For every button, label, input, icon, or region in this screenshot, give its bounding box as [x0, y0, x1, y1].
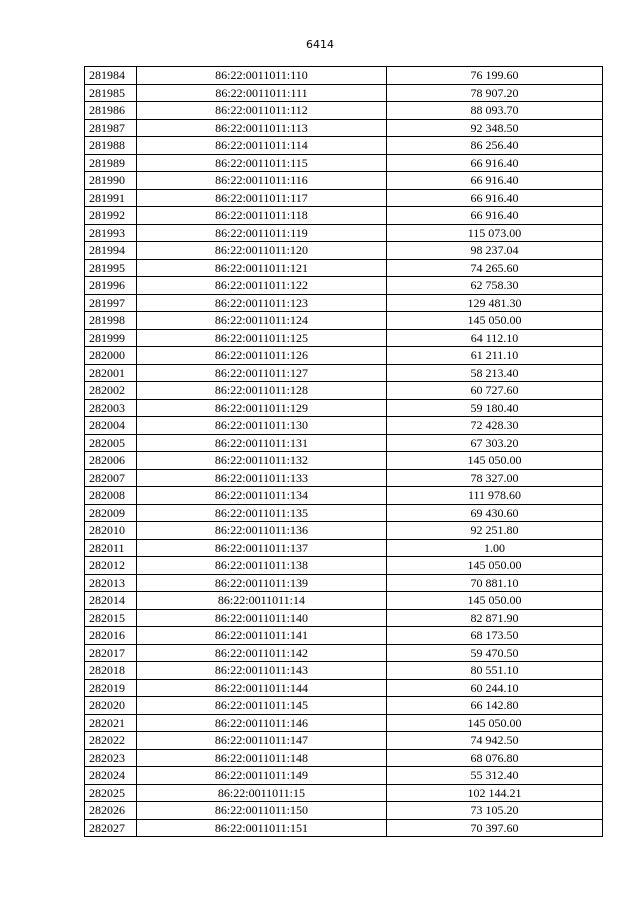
- row-number-cell: 281996: [85, 277, 137, 295]
- cadastral-value-cell: 88 093.70: [386, 102, 602, 120]
- row-number-cell: 282010: [85, 522, 137, 540]
- row-number-cell: 281989: [85, 154, 137, 172]
- row-number-cell: 282021: [85, 714, 137, 732]
- cadastral-number-cell: 86:22:0011011:113: [136, 119, 386, 137]
- table-row: [85, 119, 603, 137]
- row-number-cell: 281993: [85, 224, 137, 242]
- cadastral-value-cell: 145 050.00: [386, 557, 602, 575]
- table-row: [85, 452, 603, 470]
- row-number-cell: 282005: [85, 434, 137, 452]
- cadastral-number-cell: 86:22:0011011:141: [136, 627, 386, 645]
- cadastral-number-cell: 86:22:0011011:129: [136, 399, 386, 417]
- table-row: [85, 819, 603, 837]
- row-number-cell: 282006: [85, 452, 137, 470]
- table-row: [85, 399, 603, 417]
- table-row: [85, 189, 603, 207]
- cadastral-value-cell: 66 916.40: [386, 154, 602, 172]
- row-number-cell: 282000: [85, 347, 137, 365]
- row-number-cell: 282015: [85, 609, 137, 627]
- cadastral-number-cell: 86:22:0011011:148: [136, 749, 386, 767]
- cadastral-value-cell: 66 916.40: [386, 189, 602, 207]
- cadastral-number-cell: 86:22:0011011:142: [136, 644, 386, 662]
- cadastral-value-cell: 129 481.30: [386, 294, 602, 312]
- cadastral-value-cell: 67 303.20: [386, 434, 602, 452]
- cadastral-number-cell: 86:22:0011011:115: [136, 154, 386, 172]
- cadastral-value-table: [84, 66, 603, 837]
- cadastral-number-cell: 86:22:0011011:14: [136, 592, 386, 610]
- row-number-cell: 281987: [85, 119, 137, 137]
- cadastral-number-cell: 86:22:0011011:138: [136, 557, 386, 575]
- cadastral-number-cell: 86:22:0011011:117: [136, 189, 386, 207]
- table-row: [85, 784, 603, 802]
- row-number-cell: 281998: [85, 312, 137, 330]
- cadastral-number-cell: 86:22:0011011:128: [136, 382, 386, 400]
- row-number-cell: 282013: [85, 574, 137, 592]
- cadastral-value-cell: 69 430.60: [386, 504, 602, 522]
- cadastral-value-cell: 115 073.00: [386, 224, 602, 242]
- row-number-cell: 281986: [85, 102, 137, 120]
- cadastral-value-cell: 78 907.20: [386, 84, 602, 102]
- cadastral-value-cell: 59 180.40: [386, 399, 602, 417]
- page-number: 6414: [306, 38, 334, 51]
- cadastral-number-cell: 86:22:0011011:132: [136, 452, 386, 470]
- table-body: [85, 67, 603, 837]
- cadastral-value-cell: 66 916.40: [386, 172, 602, 190]
- cadastral-number-cell: 86:22:0011011:144: [136, 679, 386, 697]
- cadastral-number-cell: 86:22:0011011:111: [136, 84, 386, 102]
- table-row: [85, 172, 603, 190]
- cadastral-number-cell: 86:22:0011011:131: [136, 434, 386, 452]
- table-row: [85, 749, 603, 767]
- cadastral-number-cell: 86:22:0011011:127: [136, 364, 386, 382]
- cadastral-value-cell: 68 076.80: [386, 749, 602, 767]
- cadastral-value-cell: 102 144.21: [386, 784, 602, 802]
- cadastral-number-cell: 86:22:0011011:150: [136, 802, 386, 820]
- cadastral-value-cell: 92 348.50: [386, 119, 602, 137]
- cadastral-value-cell: 61 211.10: [386, 347, 602, 365]
- table-row: [85, 382, 603, 400]
- row-number-cell: 282026: [85, 802, 137, 820]
- cadastral-number-cell: 86:22:0011011:130: [136, 417, 386, 435]
- cadastral-number-cell: 86:22:0011011:121: [136, 259, 386, 277]
- cadastral-number-cell: 86:22:0011011:134: [136, 487, 386, 505]
- row-number-cell: 282027: [85, 819, 137, 837]
- row-number-cell: 281999: [85, 329, 137, 347]
- cadastral-number-cell: 86:22:0011011:116: [136, 172, 386, 190]
- cadastral-number-cell: 86:22:0011011:122: [136, 277, 386, 295]
- table-row: [85, 329, 603, 347]
- cadastral-value-cell: 66 142.80: [386, 697, 602, 715]
- row-number-cell: 282012: [85, 557, 137, 575]
- table-row: [85, 364, 603, 382]
- table-row: [85, 347, 603, 365]
- cadastral-number-cell: 86:22:0011011:123: [136, 294, 386, 312]
- row-number-cell: 282008: [85, 487, 137, 505]
- row-number-cell: 282018: [85, 662, 137, 680]
- cadastral-number-cell: 86:22:0011011:118: [136, 207, 386, 225]
- row-number-cell: 282016: [85, 627, 137, 645]
- cadastral-value-cell: 59 470.50: [386, 644, 602, 662]
- cadastral-value-cell: 58 213.40: [386, 364, 602, 382]
- cadastral-number-cell: 86:22:0011011:114: [136, 137, 386, 155]
- table-row: [85, 102, 603, 120]
- table-row: [85, 224, 603, 242]
- row-number-cell: 281988: [85, 137, 137, 155]
- row-number-cell: 281985: [85, 84, 137, 102]
- cadastral-value-cell: 86 256.40: [386, 137, 602, 155]
- table-row: [85, 487, 603, 505]
- row-number-cell: 282023: [85, 749, 137, 767]
- table-row: [85, 504, 603, 522]
- cadastral-number-cell: 86:22:0011011:124: [136, 312, 386, 330]
- row-number-cell: 282014: [85, 592, 137, 610]
- row-number-cell: 282019: [85, 679, 137, 697]
- row-number-cell: 282001: [85, 364, 137, 382]
- table-row: [85, 627, 603, 645]
- row-number-cell: 282004: [85, 417, 137, 435]
- row-number-cell: 282002: [85, 382, 137, 400]
- cadastral-value-cell: 68 173.50: [386, 627, 602, 645]
- cadastral-value-cell: 74 942.50: [386, 732, 602, 750]
- cadastral-value-cell: 145 050.00: [386, 312, 602, 330]
- row-number-cell: 281997: [85, 294, 137, 312]
- row-number-cell: 282011: [85, 539, 137, 557]
- cadastral-number-cell: 86:22:0011011:136: [136, 522, 386, 540]
- table-row: [85, 697, 603, 715]
- row-number-cell: 282025: [85, 784, 137, 802]
- table-row: [85, 522, 603, 540]
- table-row: [85, 469, 603, 487]
- row-number-cell: 282024: [85, 767, 137, 785]
- cadastral-value-cell: 66 916.40: [386, 207, 602, 225]
- table-row: [85, 154, 603, 172]
- row-number-cell: 282020: [85, 697, 137, 715]
- table-row: [85, 714, 603, 732]
- table-row: [85, 84, 603, 102]
- cadastral-number-cell: 86:22:0011011:15: [136, 784, 386, 802]
- cadastral-value-cell: 76 199.60: [386, 67, 602, 85]
- cadastral-number-cell: 86:22:0011011:147: [136, 732, 386, 750]
- cadastral-value-cell: 78 327.00: [386, 469, 602, 487]
- cadastral-number-cell: 86:22:0011011:145: [136, 697, 386, 715]
- table-row: [85, 609, 603, 627]
- cadastral-value-cell: 92 251.80: [386, 522, 602, 540]
- table-row: [85, 557, 603, 575]
- cadastral-number-cell: 86:22:0011011:143: [136, 662, 386, 680]
- row-number-cell: 282007: [85, 469, 137, 487]
- row-number-cell: 282003: [85, 399, 137, 417]
- cadastral-value-cell: 70 397.60: [386, 819, 602, 837]
- cadastral-number-cell: 86:22:0011011:133: [136, 469, 386, 487]
- row-number-cell: 282009: [85, 504, 137, 522]
- table-row: [85, 644, 603, 662]
- row-number-cell: 281995: [85, 259, 137, 277]
- table-row: [85, 259, 603, 277]
- cadastral-number-cell: 86:22:0011011:135: [136, 504, 386, 522]
- cadastral-value-cell: 64 112.10: [386, 329, 602, 347]
- row-number-cell: 281991: [85, 189, 137, 207]
- table-row: [85, 417, 603, 435]
- row-number-cell: 281984: [85, 67, 137, 85]
- table-row: [85, 294, 603, 312]
- cadastral-number-cell: 86:22:0011011:110: [136, 67, 386, 85]
- cadastral-number-cell: 86:22:0011011:139: [136, 574, 386, 592]
- cadastral-number-cell: 86:22:0011011:140: [136, 609, 386, 627]
- cadastral-value-cell: 80 551.10: [386, 662, 602, 680]
- table-row: [85, 434, 603, 452]
- cadastral-value-cell: 72 428.30: [386, 417, 602, 435]
- table-row: [85, 312, 603, 330]
- cadastral-number-cell: 86:22:0011011:125: [136, 329, 386, 347]
- cadastral-value-cell: 111 978.60: [386, 487, 602, 505]
- cadastral-value-cell: 74 265.60: [386, 259, 602, 277]
- table-row: [85, 67, 603, 85]
- cadastral-value-cell: 62 758.30: [386, 277, 602, 295]
- table-row: [85, 732, 603, 750]
- cadastral-number-cell: 86:22:0011011:151: [136, 819, 386, 837]
- table-row: [85, 277, 603, 295]
- cadastral-value-cell: 60 244.10: [386, 679, 602, 697]
- table-row: [85, 539, 603, 557]
- table-row: [85, 207, 603, 225]
- cadastral-value-cell: 1.00: [386, 539, 602, 557]
- table-row: [85, 574, 603, 592]
- cadastral-number-cell: 86:22:0011011:119: [136, 224, 386, 242]
- cadastral-value-cell: 82 871.90: [386, 609, 602, 627]
- cadastral-value-cell: 55 312.40: [386, 767, 602, 785]
- row-number-cell: 281990: [85, 172, 137, 190]
- cadastral-number-cell: 86:22:0011011:126: [136, 347, 386, 365]
- row-number-cell: 282022: [85, 732, 137, 750]
- cadastral-value-cell: 60 727.60: [386, 382, 602, 400]
- cadastral-number-cell: 86:22:0011011:149: [136, 767, 386, 785]
- table-row: [85, 592, 603, 610]
- cadastral-value-cell: 98 237.04: [386, 242, 602, 260]
- cadastral-number-cell: 86:22:0011011:137: [136, 539, 386, 557]
- cadastral-value-cell: 145 050.00: [386, 452, 602, 470]
- table-row: [85, 662, 603, 680]
- cadastral-value-cell: 145 050.00: [386, 592, 602, 610]
- cadastral-number-cell: 86:22:0011011:112: [136, 102, 386, 120]
- row-number-cell: 281992: [85, 207, 137, 225]
- cadastral-number-cell: 86:22:0011011:120: [136, 242, 386, 260]
- table-row: [85, 137, 603, 155]
- table-row: [85, 802, 603, 820]
- row-number-cell: 281994: [85, 242, 137, 260]
- row-number-cell: 282017: [85, 644, 137, 662]
- table-row: [85, 767, 603, 785]
- cadastral-value-cell: 73 105.20: [386, 802, 602, 820]
- table-row: [85, 242, 603, 260]
- cadastral-value-cell: 145 050.00: [386, 714, 602, 732]
- table-row: [85, 679, 603, 697]
- cadastral-value-cell: 70 881.10: [386, 574, 602, 592]
- cadastral-number-cell: 86:22:0011011:146: [136, 714, 386, 732]
